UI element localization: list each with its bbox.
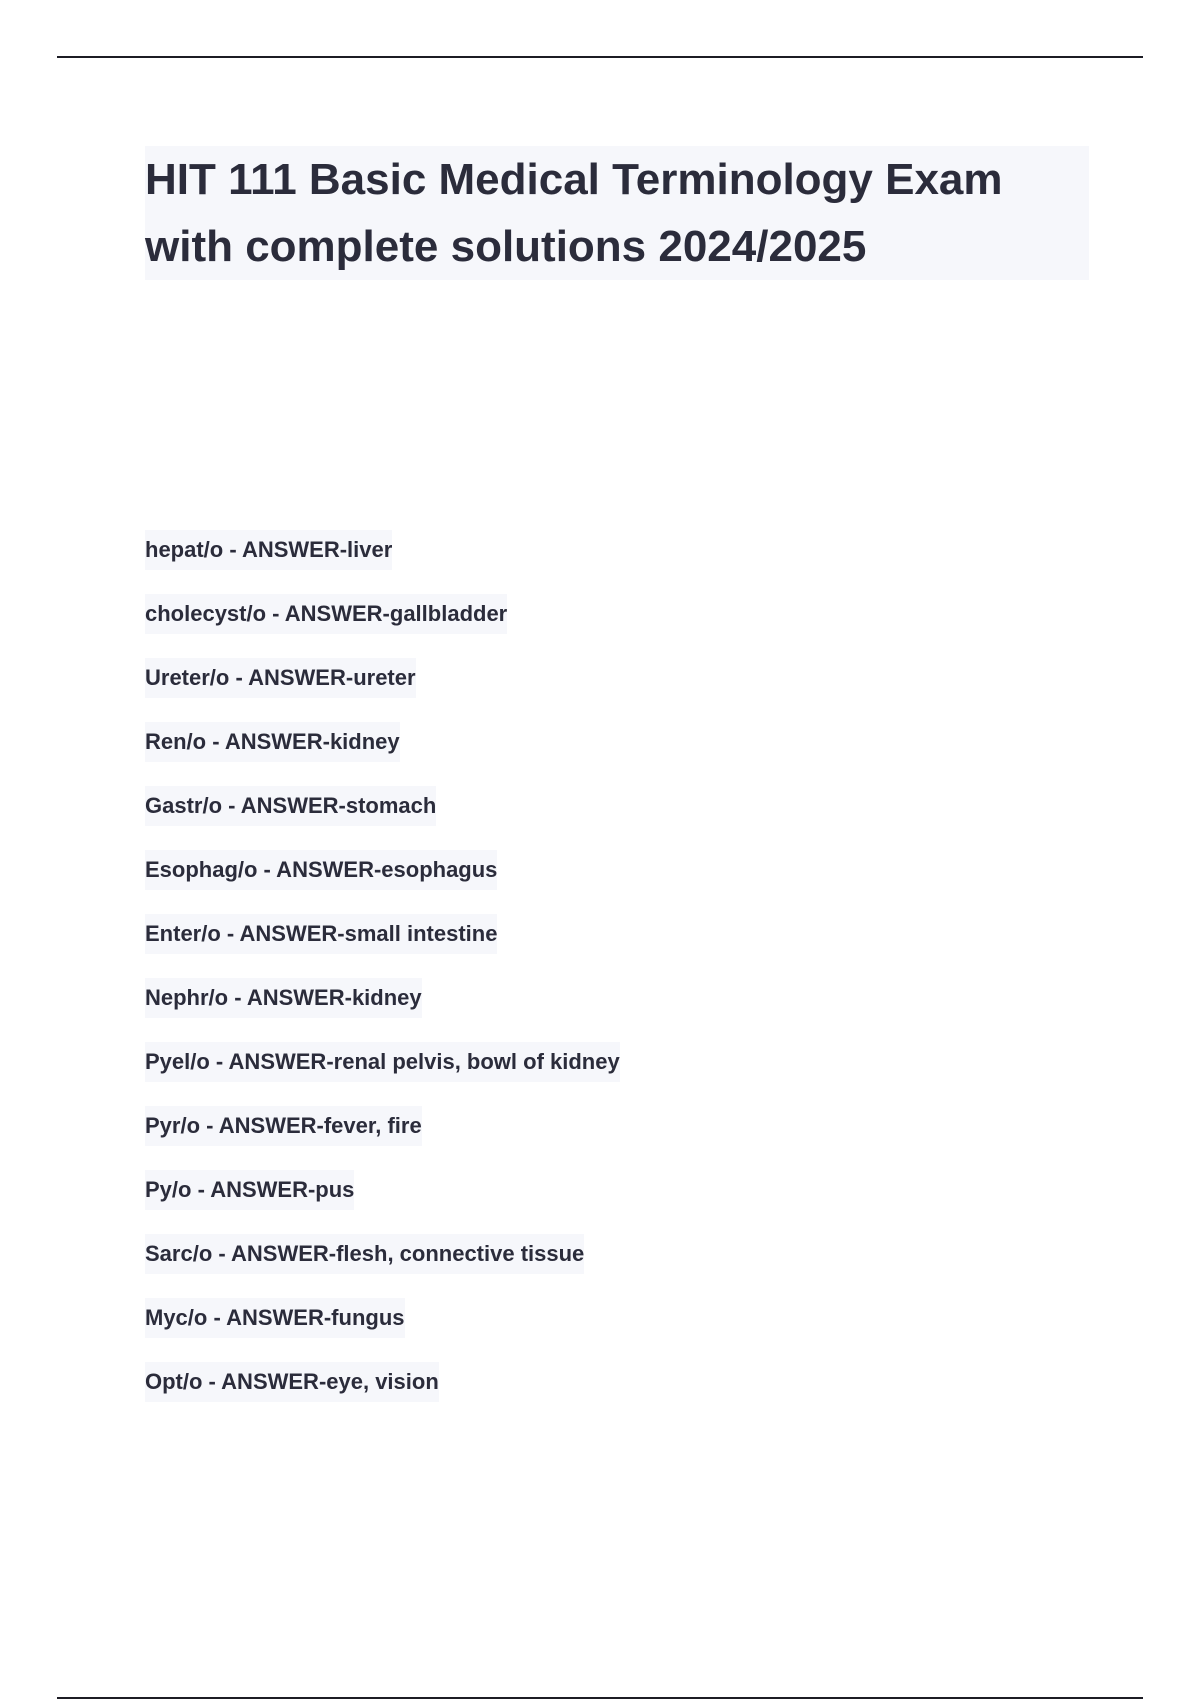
qa-text: Ureter/o - ANSWER-ureter xyxy=(145,658,416,698)
qa-text: Sarc/o - ANSWER-flesh, connective tissue xyxy=(145,1234,584,1274)
list-item xyxy=(145,978,620,1042)
qa-text: cholecyst/o - ANSWER-gallbladder xyxy=(145,594,507,634)
list-item xyxy=(145,1042,620,1106)
qa-text: Py/o - ANSWER-pus xyxy=(145,1170,354,1210)
qa-text: hepat/o - ANSWER-liver xyxy=(145,530,392,570)
title-block xyxy=(145,146,1089,280)
qa-list xyxy=(145,530,620,1426)
qa-text: Pyr/o - ANSWER-fever, fire xyxy=(145,1106,422,1146)
list-item xyxy=(145,850,620,914)
list-item xyxy=(145,1170,620,1234)
list-item xyxy=(145,722,620,786)
bottom-rule xyxy=(57,1697,1143,1699)
list-item xyxy=(145,530,620,594)
qa-text: Gastr/o - ANSWER-stomach xyxy=(145,786,436,826)
list-item xyxy=(145,786,620,850)
qa-text: Esophag/o - ANSWER-esophagus xyxy=(145,850,497,890)
list-item xyxy=(145,658,620,722)
qa-text: Opt/o - ANSWER-eye, vision xyxy=(145,1362,439,1402)
document-title: HIT 111 Basic Medical Terminology Exam with complete solutions 2024/2025 xyxy=(145,155,1003,271)
qa-text: Nephr/o - ANSWER-kidney xyxy=(145,978,422,1018)
qa-text: Enter/o - ANSWER-small intestine xyxy=(145,914,497,954)
list-item xyxy=(145,914,620,978)
qa-text: Myc/o - ANSWER-fungus xyxy=(145,1298,405,1338)
list-item xyxy=(145,1106,620,1170)
qa-text: Pyel/o - ANSWER-renal pelvis, bowl of kidney xyxy=(145,1042,620,1082)
list-item xyxy=(145,1362,620,1426)
qa-text: Ren/o - ANSWER-kidney xyxy=(145,722,400,762)
list-item xyxy=(145,1298,620,1362)
list-item xyxy=(145,594,620,658)
list-item xyxy=(145,1234,620,1298)
top-rule xyxy=(57,56,1143,58)
